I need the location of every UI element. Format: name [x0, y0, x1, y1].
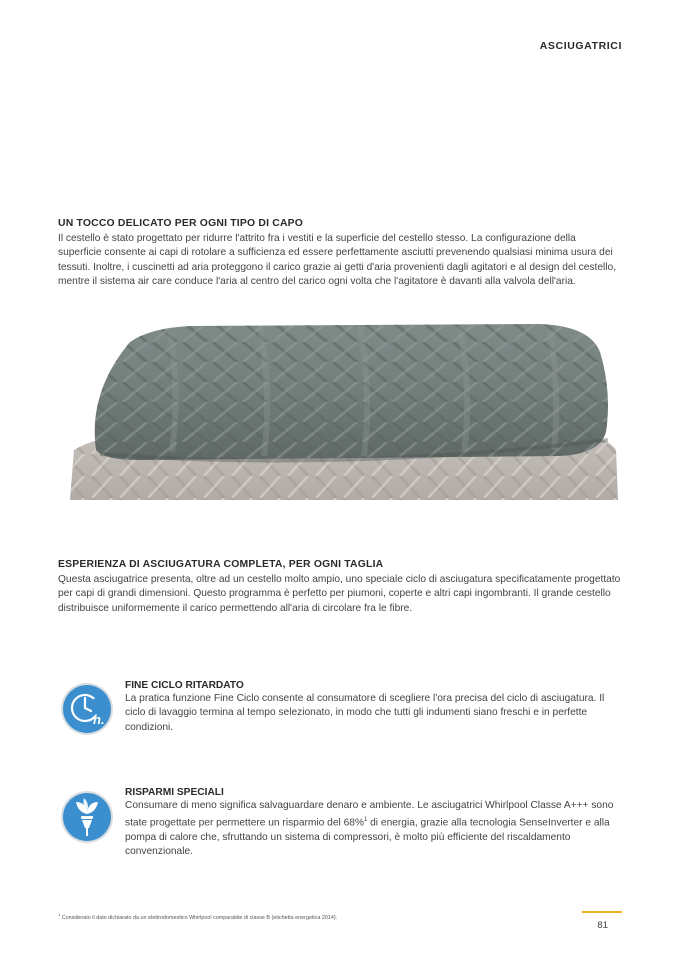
section-title: ESPERIENZA DI ASCIUGATURA COMPLETA, PER OGNI TAGLIA: [58, 559, 384, 570]
feature-body-part1: Consumare di meno significa salvaguardare denaro e ambiente. Le asciugatrici Whirlpool Classe A+++ sono state progettate per permettere un risparmio del 68%: [125, 800, 614, 829]
feature-body: [125, 799, 622, 860]
footnote-text: Considerato il dato dichiarato da un elettrodomestico Whirlpool comparabile di classe B (etichetta energetica 2014).: [61, 914, 338, 921]
page-number: 81: [597, 920, 608, 931]
feature-title: RISPARMI SPECIALI: [125, 787, 224, 798]
knitted-hats-image: [60, 322, 620, 500]
clock-icon: [60, 682, 114, 736]
svg-text:h.: h.: [93, 712, 105, 727]
footnote-marker: 1: [363, 817, 368, 824]
feature-delayed-end: [60, 680, 622, 744]
knitwear-photo: [60, 322, 620, 500]
page-number-rule: [582, 911, 622, 913]
section-full-drying: [58, 559, 622, 616]
section-body: Il cestello è stato progettato per ridurre l'attrito fra i vestiti e la superficie del cestello stesso. La configurazione della superficie consente ai capi di rotolare a sufficienza ed essere perfettamente asciutti prevenendo qualsiasi minima usura dei tessuti. Inoltre, i cuscinetti ad aria proteggono il carico grazie ai getti d'aria provenienti dagli agitatori e al design del cestello, mentre il sistema air care conduce l'aria al centro del carico ogni volta che l'agitatore è davanti alla valvola dell'aria.: [58, 233, 617, 287]
section-body: Questa asciugatrice presenta, oltre ad un cestello molto ampio, uno speciale ciclo di asciugatura specificatamente progettato per capi di grandi dimensioni. Questo programma è perfetto per piumoni, coperte e altri capi ingombranti. Il grande cestello distribuisce uniformemente il carico permettendo all'aria di circolare fra le fibre.: [58, 574, 621, 614]
section-label: ASCIUGATRICI: [539, 40, 622, 52]
footnote-number: 1: [58, 912, 61, 917]
footnote: [58, 912, 337, 921]
leaf-plug-icon: [60, 790, 114, 844]
feature-title: FINE CICLO RITARDATO: [125, 680, 244, 691]
feature-special-savings: [60, 787, 622, 867]
feature-body-part2: di energia, grazie alla tecnologia SenseInverter e alla pompa di calore che, sfruttando un sistema di compressori, è molto più efficiente del riscaldamento convenzionale.: [125, 817, 610, 858]
section-delicate-touch: [58, 218, 622, 289]
section-title: UN TOCCO DELICATO PER OGNI TIPO DI CAPO: [58, 218, 304, 229]
feature-body: La pratica funzione Fine Ciclo consente al consumatore di scegliere l'ora precisa del ciclo di asciugatura. Il ciclo di lavaggio termina al tempo selezionato, in modo che tutti gli indumenti siano freschi e in perfette condizioni.: [125, 693, 605, 733]
